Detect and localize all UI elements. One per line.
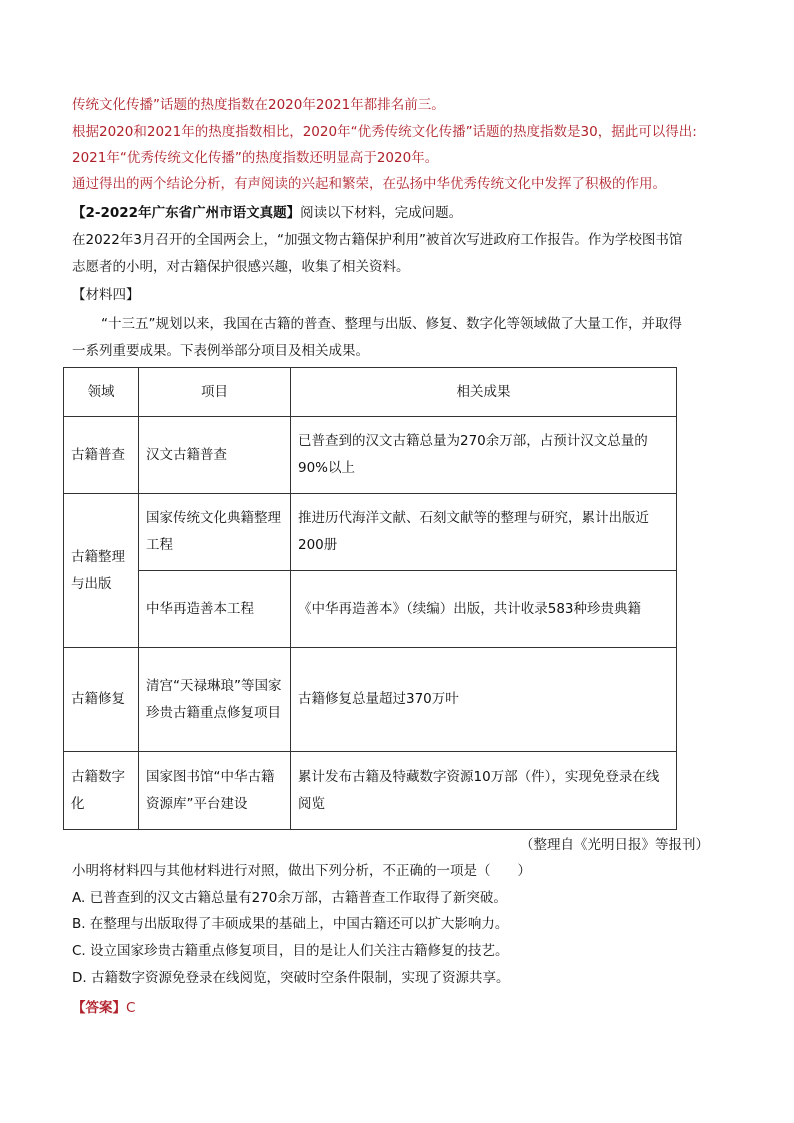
table-row	[64, 648, 677, 752]
header-field: 领域	[64, 368, 139, 417]
field-cell: 古籍数字化	[64, 752, 139, 830]
intro-line-1: 在2022年3月召开的全国两会上，“加强文物古籍保护利用”被首次写进政府工作报告。作为学校图书馆	[72, 232, 683, 248]
paragraph-2: 根据2020和2021年的热度指数相比，2020年“优秀传统文化传播”话题的热度指数是30，据此可以得出:	[72, 124, 697, 140]
answer-value: C	[126, 1000, 136, 1016]
option-a: A. 已普查到的汉文古籍总量有270余万部，古籍普查工作取得了新突破。	[72, 890, 507, 906]
heading-instruction: 阅读以下材料，完成问题。	[300, 205, 463, 221]
table-source-note: （整理自《光明日报》等报刊）	[520, 837, 709, 853]
result-cell: 古籍修复总量超过370万叶	[291, 648, 677, 752]
field-cell: 古籍普查	[64, 417, 139, 494]
heading-source: 【2-2022年广东省广州市语文真题】	[72, 205, 301, 221]
question-heading	[72, 203, 732, 223]
header-result: 相关成果	[291, 368, 677, 417]
header-project: 项目	[139, 368, 291, 417]
project-cell: 中华再造善本工程	[139, 571, 291, 648]
project-cell: 汉文古籍普查	[139, 417, 291, 494]
material-label: 【材料四】	[72, 287, 140, 303]
material-line-2: 一系列重要成果。下表例举部分项目及相关成果。	[72, 343, 369, 359]
results-table	[63, 367, 677, 830]
option-b: B. 在整理与出版取得了丰硕成果的基础上，中国古籍还可以扩大影响力。	[72, 916, 509, 932]
paragraph-1: 传统文化传播”话题的热度指数在2020年2021年都排名前三。	[72, 97, 445, 113]
project-cell: 清宫“天禄琳琅”等国家珍贵古籍重点修复项目	[139, 648, 291, 752]
question-stem: 小明将材料四与其他材料进行对照，做出下列分析，不正确的一项是（ ）	[72, 863, 531, 879]
option-d: D. 古籍数字资源免登录在线阅览，突破时空条件限制，实现了资源共享。	[72, 970, 510, 986]
field-cell: 古籍修复	[64, 648, 139, 752]
paragraph-4: 通过得出的两个结论分析，有声阅读的兴起和繁荣，在弘扬中华优秀传统文化中发挥了积极的作用。	[72, 176, 666, 192]
result-cell: 推进历代海洋文献、石刻文献等的整理与研究，累计出版近200册	[291, 494, 677, 571]
table-header-row	[64, 368, 677, 417]
field-cell: 古籍整理与出版	[64, 494, 139, 648]
answer-label: 【答案】	[72, 1000, 126, 1016]
answer-line	[72, 996, 135, 1016]
result-cell: 累计发布古籍及特藏数字资源10万部（件），实现免登录在线阅览	[291, 752, 677, 830]
intro-line-2: 志愿者的小明，对古籍保护很感兴趣，收集了相关资料。	[72, 259, 410, 275]
paragraph-3: 2021年“优秀传统文化传播”的热度指数还明显高于2020年。	[72, 150, 439, 166]
project-cell: 国家传统文化典籍整理工程	[139, 494, 291, 571]
result-cell: 《中华再造善本》（续编）出版，共计收录583种珍贵典籍	[291, 571, 677, 648]
material-line-1: “十三五”规划以来，我国在古籍的普查、整理与出版、修复、数字化等领域做了大量工作，并取得	[101, 316, 682, 332]
table-row	[64, 752, 677, 830]
table-row	[64, 417, 677, 494]
project-cell: 国家图书馆“中华古籍资源库”平台建设	[139, 752, 291, 830]
result-cell: 已普查到的汉文古籍总量为270余万部，占预计汉文总量的90%以上	[291, 417, 677, 494]
table-row	[64, 494, 677, 571]
table-row	[64, 571, 677, 648]
option-c: C. 设立国家珍贵古籍重点修复项目，目的是让人们关注古籍修复的技艺。	[72, 943, 509, 959]
